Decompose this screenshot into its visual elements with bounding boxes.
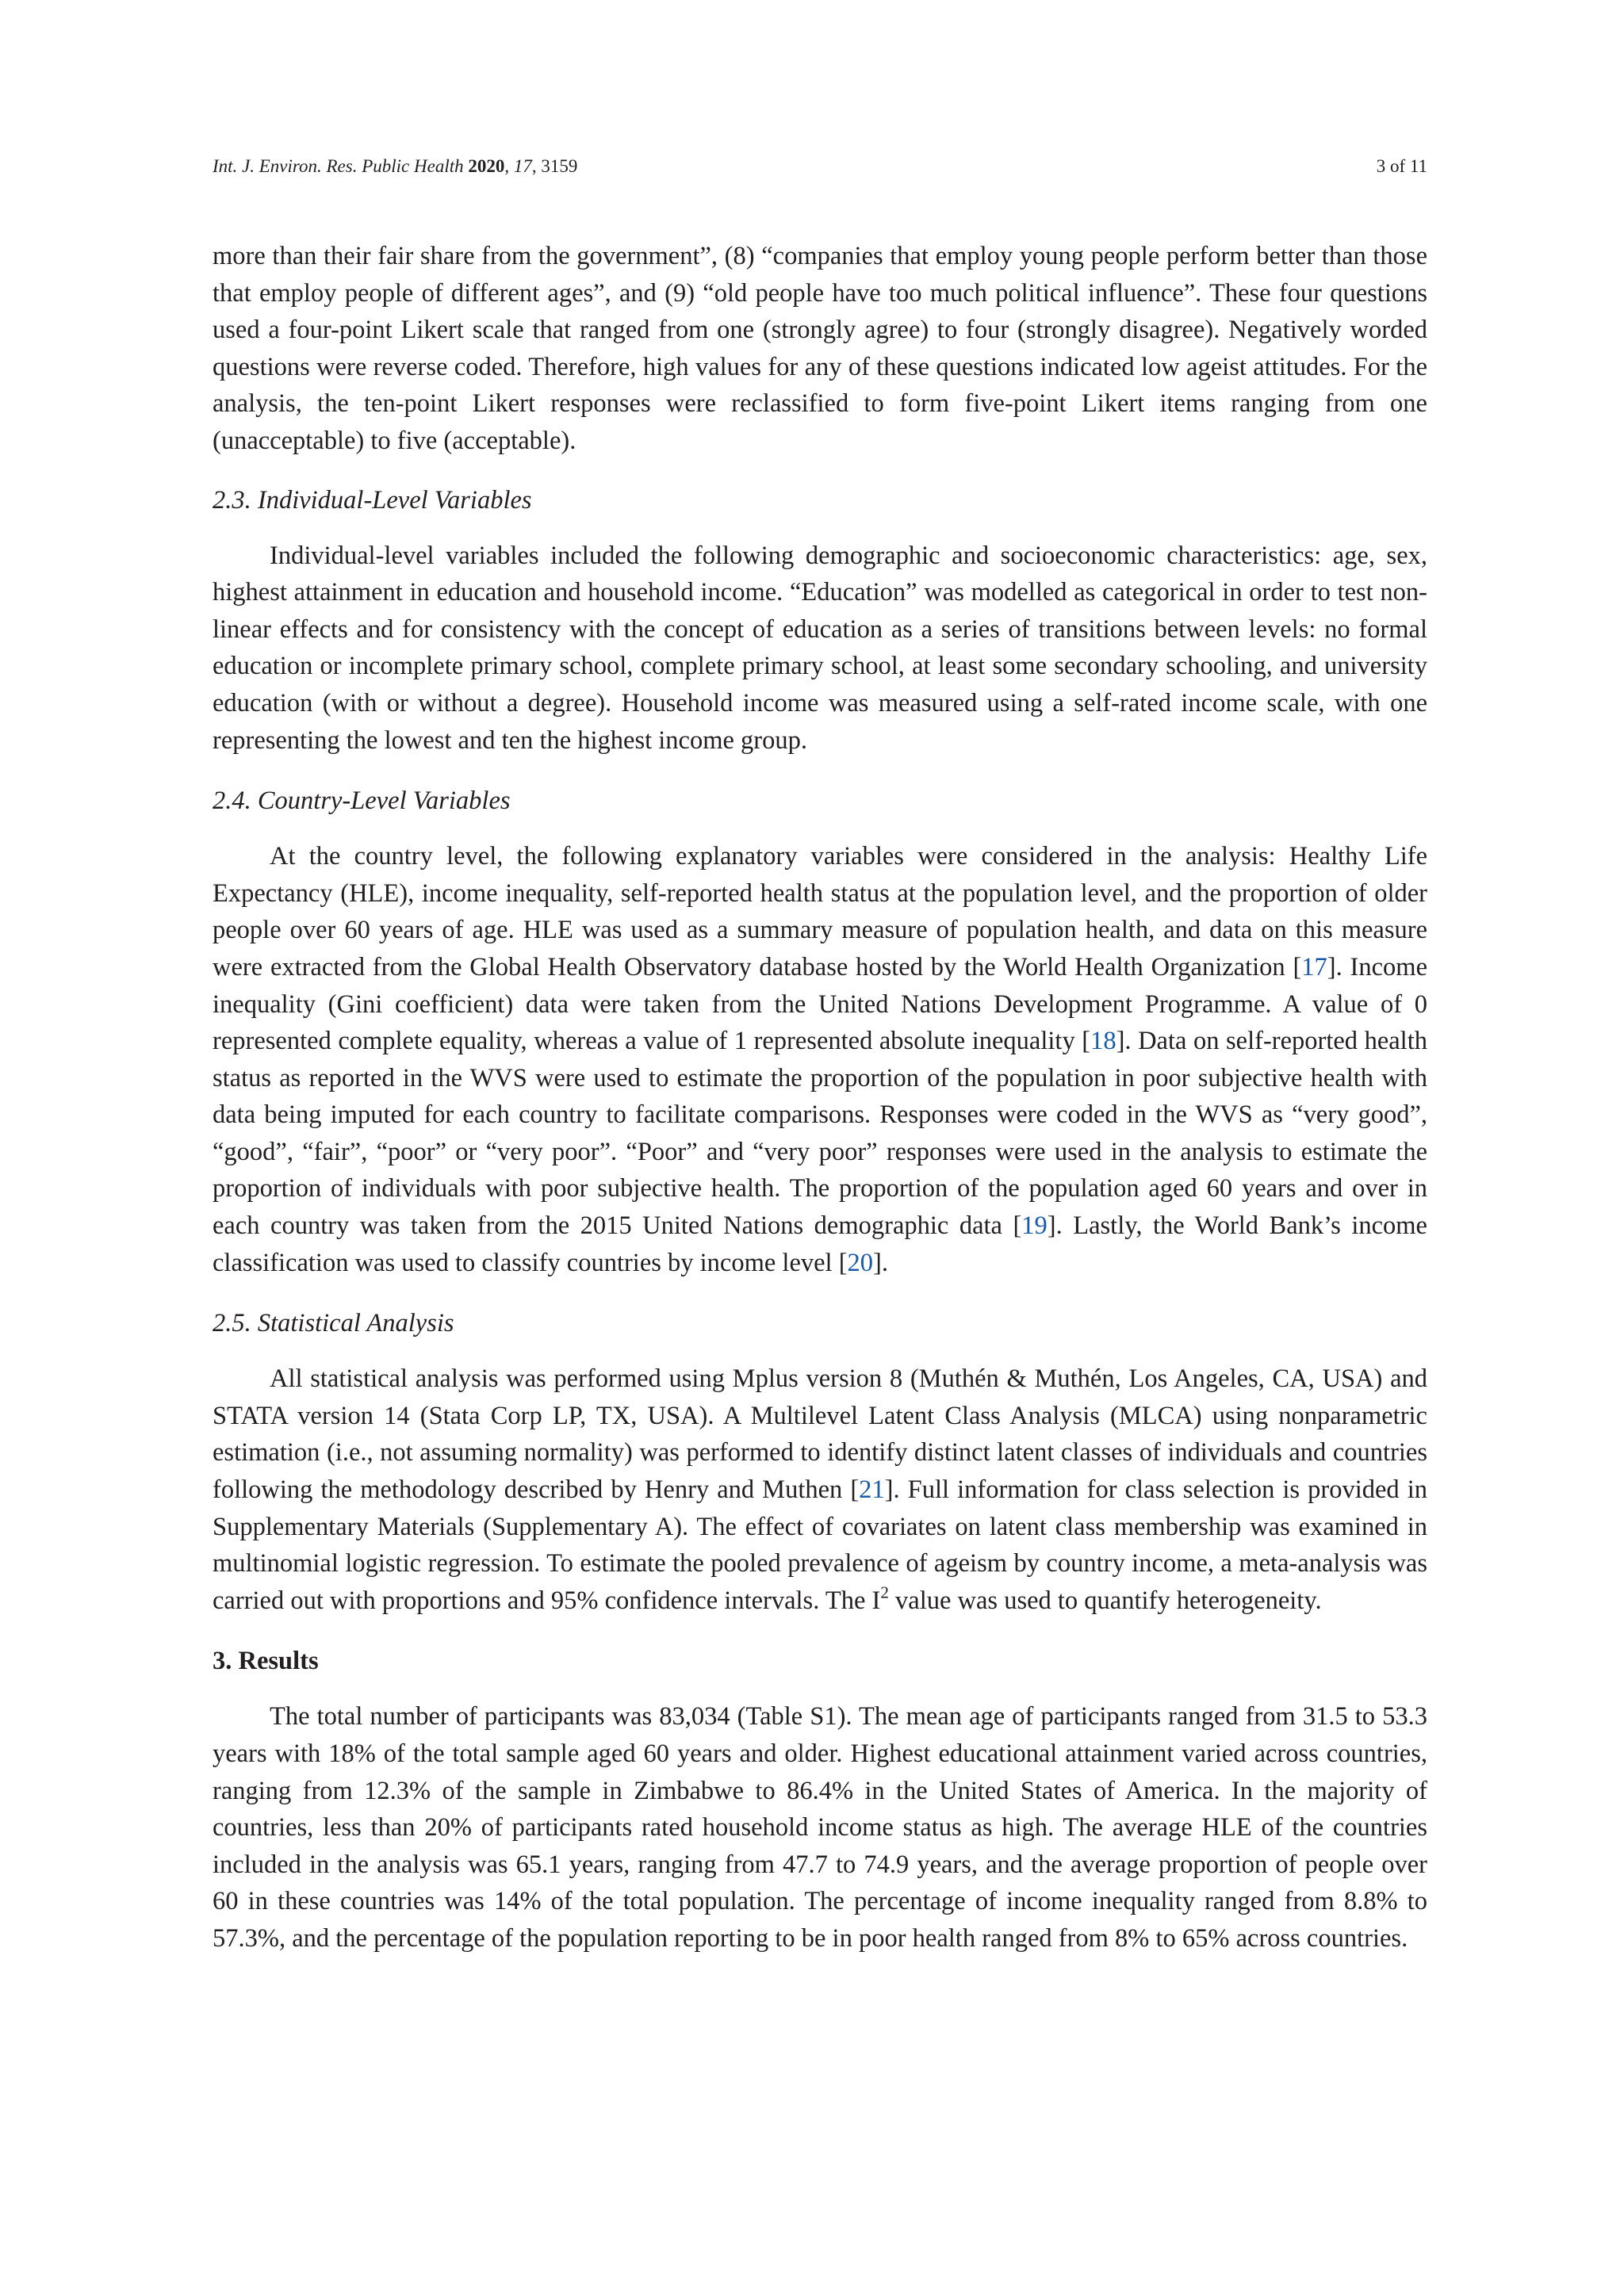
text-segment: ]. Full information for class selection is provided in Supplementary Materials (Supplementary A). The effect of covariates on latent class membership was examined in multinomial logistic regression. To estimate the pooled prevalence of ageism by country income, a meta-analysis was carried out with proportions and 95% confidence intervals. The I (213, 1475, 1427, 1615)
paragraph-results: The total number of participants was 83,034 (Table S1). The mean age of participants ranged from 31.5 to 53.3 years with 18% of the total sample aged 60 years and older. Highest educational attainment varied across countries, ranging from 12.3% of the sample in Zimbabwe to 86.4% in the United States of America. In the majority of countries, less than 20% of participants rated household income status as high. The average HLE of the countries included in the analysis was 65.1 years, ranging from 47.7 to 74.9 years, and the average proportion of people over 60 in these countries was 14% of the total population. The percentage of income inequality ranged from 8.8% to 57.3%, and the percentage of the population reporting to be in poor health ranged from 8% to 65% across countries. (213, 1702, 1427, 1953)
paragraph-individual-level: Individual-level variables included the following demographic and socioeconomic characteristics: age, sex, highest attainment in education and household income. “Education” was modelled as categorical in order to test non-linear effects and for consistency with the concept of education as a series of transitions between levels: no formal education or incomplete primary school, complete primary school, at least some secondary schooling, and university education (with or without a degree). Household income was measured using a self-rated income scale, with one representing the lowest and ten the highest income group. (213, 541, 1427, 755)
citation-link-17[interactable]: 17 (1301, 952, 1327, 982)
article-body (213, 238, 1427, 1957)
intro-paragraph: more than their fair share from the government”, (8) “companies that employ young people perform better than those that employ people of different ages”, and (9) “old people have too much political influence”. These four questions used a four-point Likert scale that ranged from one (strongly agree) to four (strongly disagree). Negatively worded questions were reverse coded. Therefore, high values for any of these questions indicated low ageist attitudes. For the analysis, the ten-point Likert responses were reclassified to form five-point Likert items ranging from one (unacceptable) to five (acceptable). (213, 242, 1427, 455)
section-heading-2-5: 2.5. Statistical Analysis (213, 1309, 454, 1338)
text-segment: All statistical analysis was performed using Mplus version 8 (Muthén & Muthén, Los Angeles, CA, USA) and STATA version 14 (Stata Corp LP, TX, USA). A Multilevel Latent Class Analysis (MLCA) using nonparametric estimation (i.e., not assuming normality) was performed to identify distinct latent classes of individuals and countries following the methodology described by Henry and Muthen [ (213, 1364, 1427, 1505)
text-segment: ]. (873, 1248, 888, 1277)
text-segment: At the country level, the following explanatory variables were considered in the analysis: Healthy Life Expectancy (HLE), income inequality, self-reported health status at the population level, and the proportion of older people over 60 years of age. HLE was used as a summary measure of population health, and data on this measure were extracted from the Global Health Observatory database hosted by the World Health Organization [ (213, 842, 1427, 982)
paragraph-country-level (213, 838, 1427, 1281)
text-segment: ]. Data on self-reported health status as reported in the WVS were used to estimate the proportion of the population in poor subjective health with data being imputed for each country to facilitate comparisons. Responses were coded in the WVS as “very good”, “good”, “fair”, “poor” or “very poor”. “Poor” and “very poor” responses were used in the analysis to estimate the proportion of individuals with poor subjective health. The proportion of the population aged 60 years and over in each country was taken from the 2015 United Nations demographic data [ (213, 1027, 1427, 1241)
article-number: 3159 (541, 156, 578, 176)
text-segment: value was used to quantify heterogeneity. (888, 1586, 1322, 1615)
citation-link-20[interactable]: 20 (847, 1248, 874, 1277)
journal-volume: 17 (513, 156, 532, 176)
section-heading-2-4: 2.4. Country-Level Variables (213, 786, 511, 816)
running-header: Int. J. Environ. Res. Public Health 2020, 17, 3159 3 of 11 (213, 151, 1427, 182)
citation-link-18[interactable]: 18 (1090, 1027, 1116, 1056)
superscript-2: 2 (880, 1582, 889, 1602)
section-heading-2-3: 2.3. Individual-Level Variables (213, 485, 532, 515)
page-number: 3 of 11 (1376, 156, 1427, 176)
paragraph-statistical-analysis (213, 1360, 1427, 1619)
journal-name: Int. J. Environ. Res. Public Health (213, 156, 464, 176)
journal-year: 2020 (468, 156, 505, 176)
text-segment: ]. Income inequality (Gini coefficient) data were taken from the United Nations Development Programme. A value of 0 represented complete equality, whereas a value of 1 represented absolute inequality [ (213, 952, 1427, 1056)
citation-link-21[interactable]: 21 (859, 1475, 885, 1505)
section-heading-results: 3. Results (213, 1647, 319, 1676)
citation-link-19[interactable]: 19 (1021, 1211, 1048, 1241)
text-segment: ]. Lastly, the World Bank’s income classification was used to classify countries by income level [ (213, 1211, 1427, 1277)
